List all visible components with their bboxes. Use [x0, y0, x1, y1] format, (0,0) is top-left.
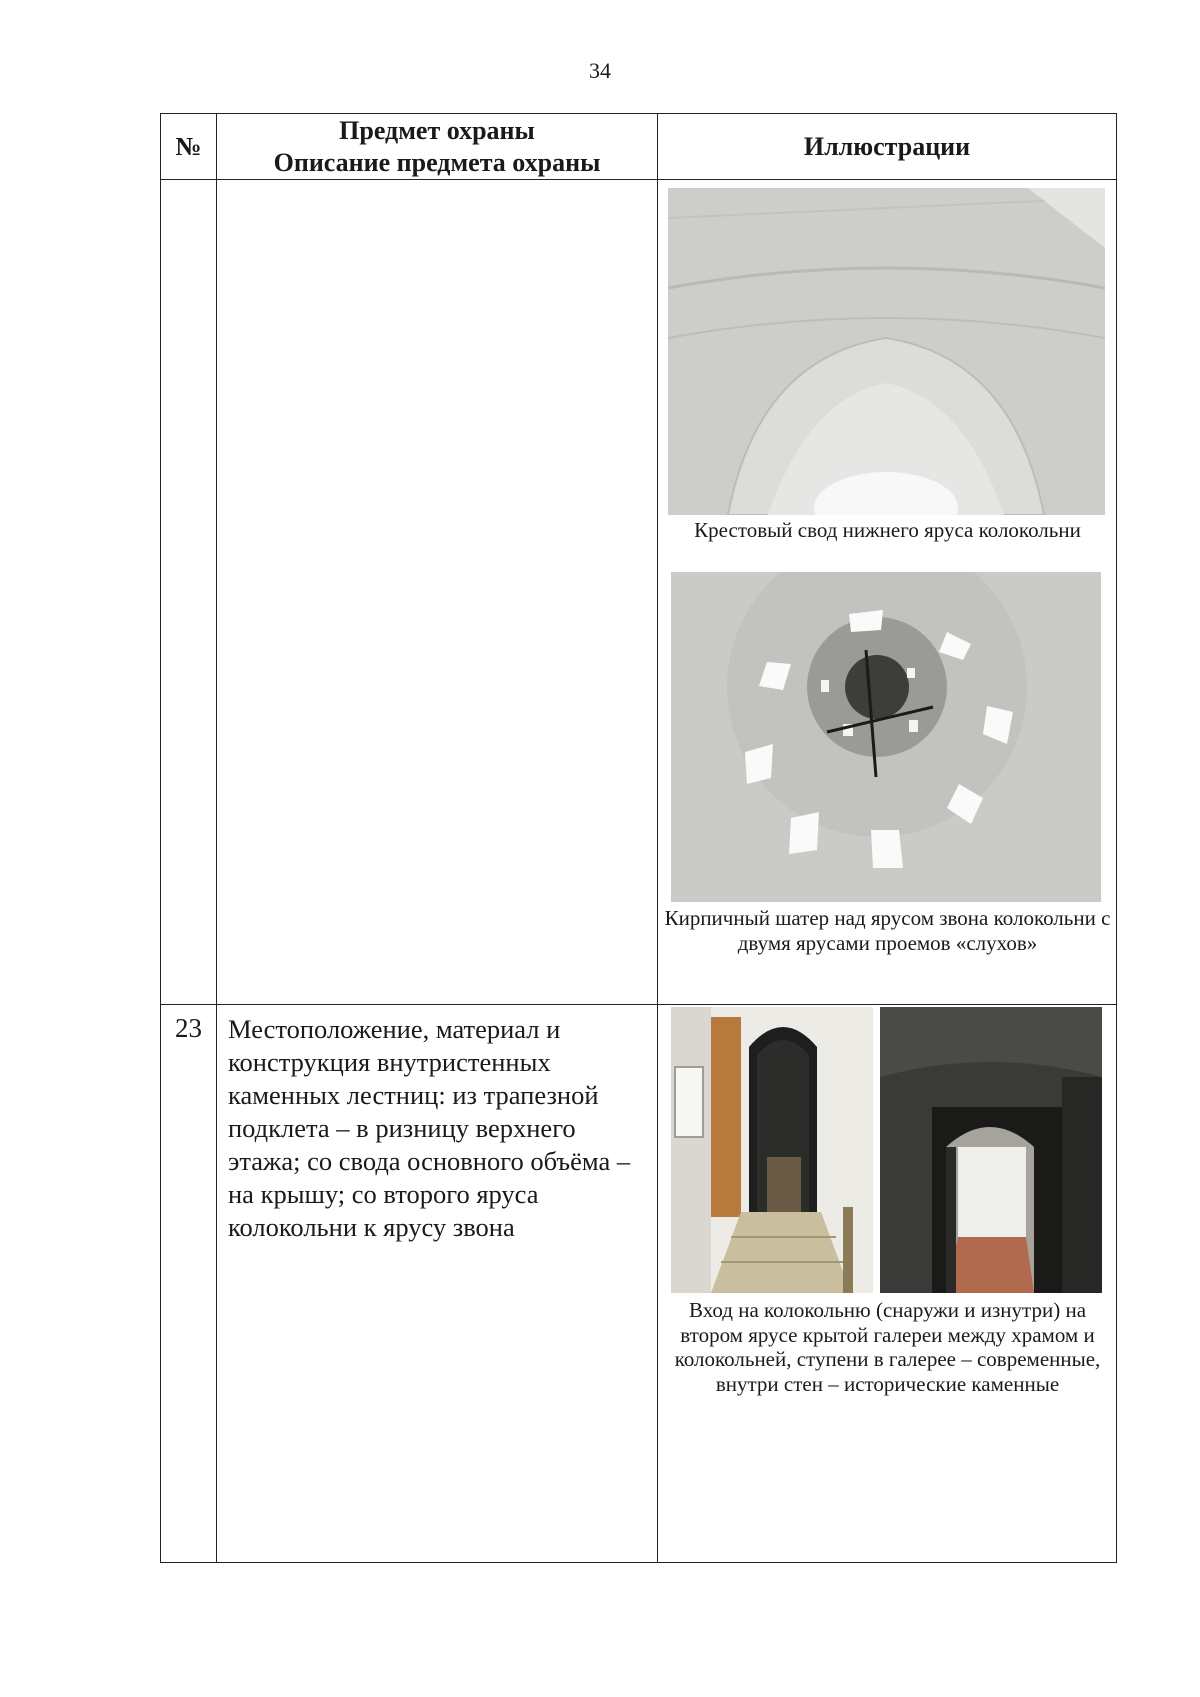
- row-description: Местоположение, материал и конструкция внутристенных каменных лестниц: из трапезной подклета – в ризницу верхнего этажа; со свода основного объёма – на крышу; со второго яруса колокольни к ярусу звона: [217, 1005, 658, 1563]
- belfry-entrance-caption: Вход на колокольню (снаружи и изнутри) на втором ярусе крытой галереи между храмом и колокольней, ступени в галерее – современные, внутри стен – исторические каменные: [674, 1298, 1101, 1396]
- tent-roof-photo: [671, 572, 1101, 902]
- protection-subjects-table: [160, 113, 1117, 1563]
- row-illustrations: [658, 180, 1117, 1005]
- table-row: [161, 180, 1117, 1005]
- header-subject: [217, 114, 658, 180]
- belfry-entrance-outside-photo: [671, 1007, 873, 1293]
- cross-vault-caption: Крестовый свод нижнего яруса колокольни: [694, 518, 1081, 542]
- row-number: 23: [161, 1005, 217, 1563]
- header-subject-title: Предмет охраны: [339, 115, 535, 145]
- table-row: [161, 1005, 1117, 1563]
- table-header-row: [161, 114, 1117, 180]
- tent-roof-caption: Кирпичный шатер над ярусом звона колокольни с двумя ярусами проемов «слухов»: [664, 906, 1111, 955]
- header-subject-description: Описание предмета охраны: [273, 147, 601, 177]
- row-illustrations: [658, 1005, 1117, 1563]
- row-description: [217, 180, 658, 1005]
- cross-vault-photo: [668, 188, 1105, 515]
- header-number: №: [161, 114, 217, 180]
- header-illustrations: Иллюстрации: [658, 114, 1117, 180]
- belfry-entrance-inside-photo: [880, 1007, 1102, 1293]
- row-number: [161, 180, 217, 1005]
- page-number: 34: [589, 58, 611, 83]
